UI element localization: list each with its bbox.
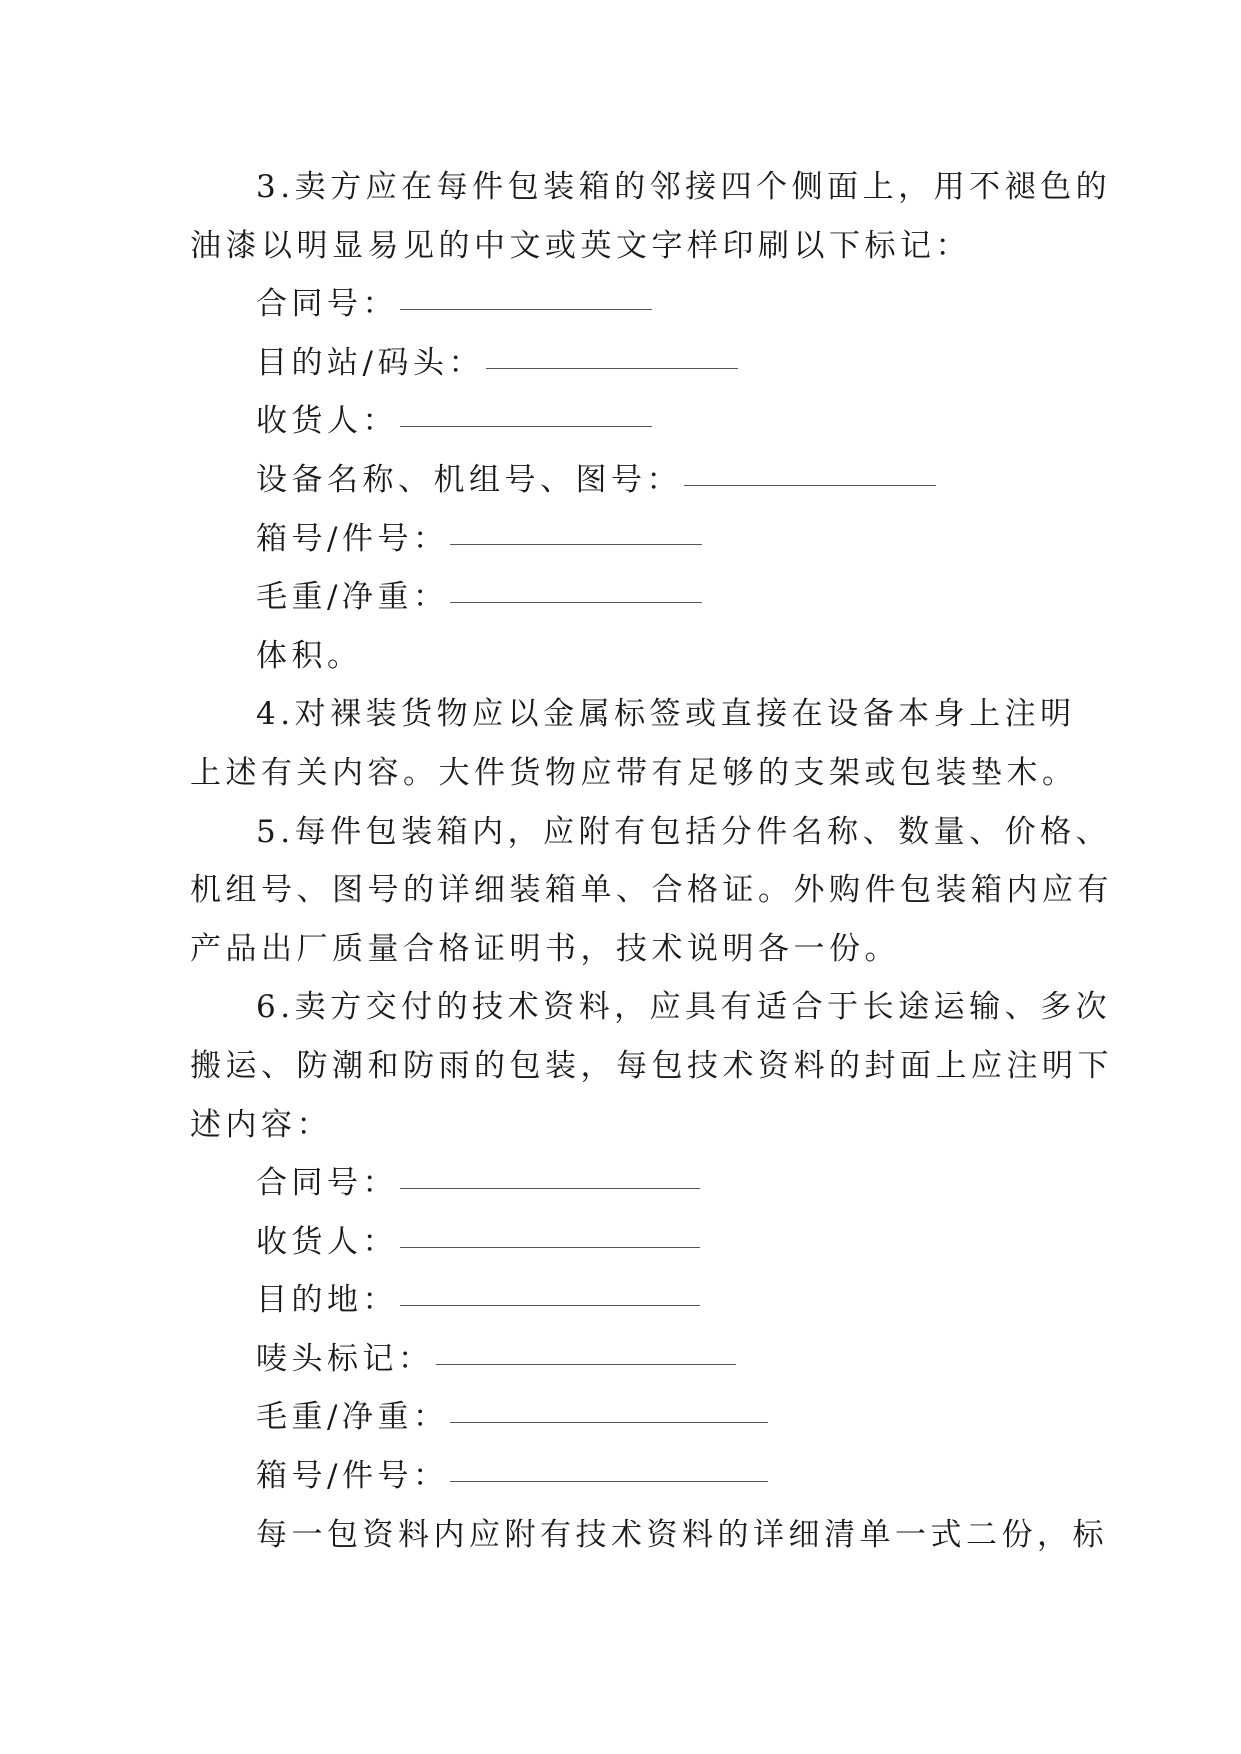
field-label: 目的地： [256,1282,398,1319]
fill-in-blank [450,602,702,603]
mark-field-equipment [190,451,1060,510]
fill-in-blank [400,1305,700,1306]
fill-in-blank [400,1188,700,1189]
tech-field-contract-no [190,1154,1060,1213]
field-label: 箱号/件号： [256,1458,449,1495]
mark-field-case-no [190,510,1060,569]
paragraph-6-line-2: 搬运、防潮和防雨的包装，每包技术资料的封面上应注明下 [190,1047,1113,1084]
paragraph-4-line-1: 4.对裸装货物应以金属标签或直接在设备本身上注明 [256,696,1076,733]
field-label: 合同号： [256,286,398,323]
fill-in-blank [486,368,738,369]
fill-in-blank [400,309,652,310]
mark-field-consignee [190,392,1060,451]
paragraph-3-line-2: 油漆以明显易见的中文或英文字样印刷以下标记： [190,227,971,264]
fill-in-blank [450,1481,768,1482]
mark-field-contract-no [190,275,1060,334]
field-label: 毛重/净重： [256,579,449,616]
closing-line: 每一包资料内应附有技术资料的详细清单一式二份，标 [256,1516,1108,1553]
tech-field-shipping-mark [190,1330,1060,1389]
fill-in-blank [450,1422,768,1423]
paragraph-3-line-1: 3.卖方应在每件包装箱的邻接四个侧面上，用不褪色的 [256,169,1112,205]
fill-in-blank [684,485,936,486]
tech-field-consignee [190,1213,1060,1272]
paragraph-5-line-1: 5.每件包装箱内，应附有包括分件名称、数量、价格、 [256,813,1112,850]
tech-field-case-no [190,1447,1060,1506]
paragraph-6-line-3: 述内容： [190,1106,332,1143]
tech-field-destination [190,1271,1060,1330]
paragraph-4-line-2: 上述有关内容。大件货物应带有足够的支架或包装垫木。 [190,754,1078,791]
field-label: 收货人： [256,1223,398,1260]
volume-line: 体积。 [256,637,363,674]
fill-in-blank [400,1247,700,1248]
tech-field-weight [190,1388,1060,1447]
field-label: 设备名称、机组号、图号： [256,461,682,498]
mark-field-destination [190,334,1060,393]
field-label: 毛重/净重： [256,1399,449,1436]
field-label: 箱号/件号： [256,520,449,557]
field-label: 唛头标记： [256,1340,434,1377]
paragraph-5-line-3: 产品出厂质量合格证明书，技术说明各一份。 [190,930,900,967]
field-label: 收货人： [256,403,398,440]
paragraph-5-line-2: 机组号、图号的详细装箱单、合格证。外购件包装箱内应有 [190,872,1113,909]
fill-in-blank [400,426,652,427]
field-label: 合同号： [256,1165,398,1202]
paragraph-6-line-1: 6.卖方交付的技术资料，应具有适合于长途运输、多次 [256,989,1112,1026]
field-label: 目的站/码头： [256,344,484,381]
fill-in-blank [436,1364,736,1365]
document-body [190,158,1113,1564]
fill-in-blank [450,544,702,545]
mark-field-weight [190,568,1060,627]
